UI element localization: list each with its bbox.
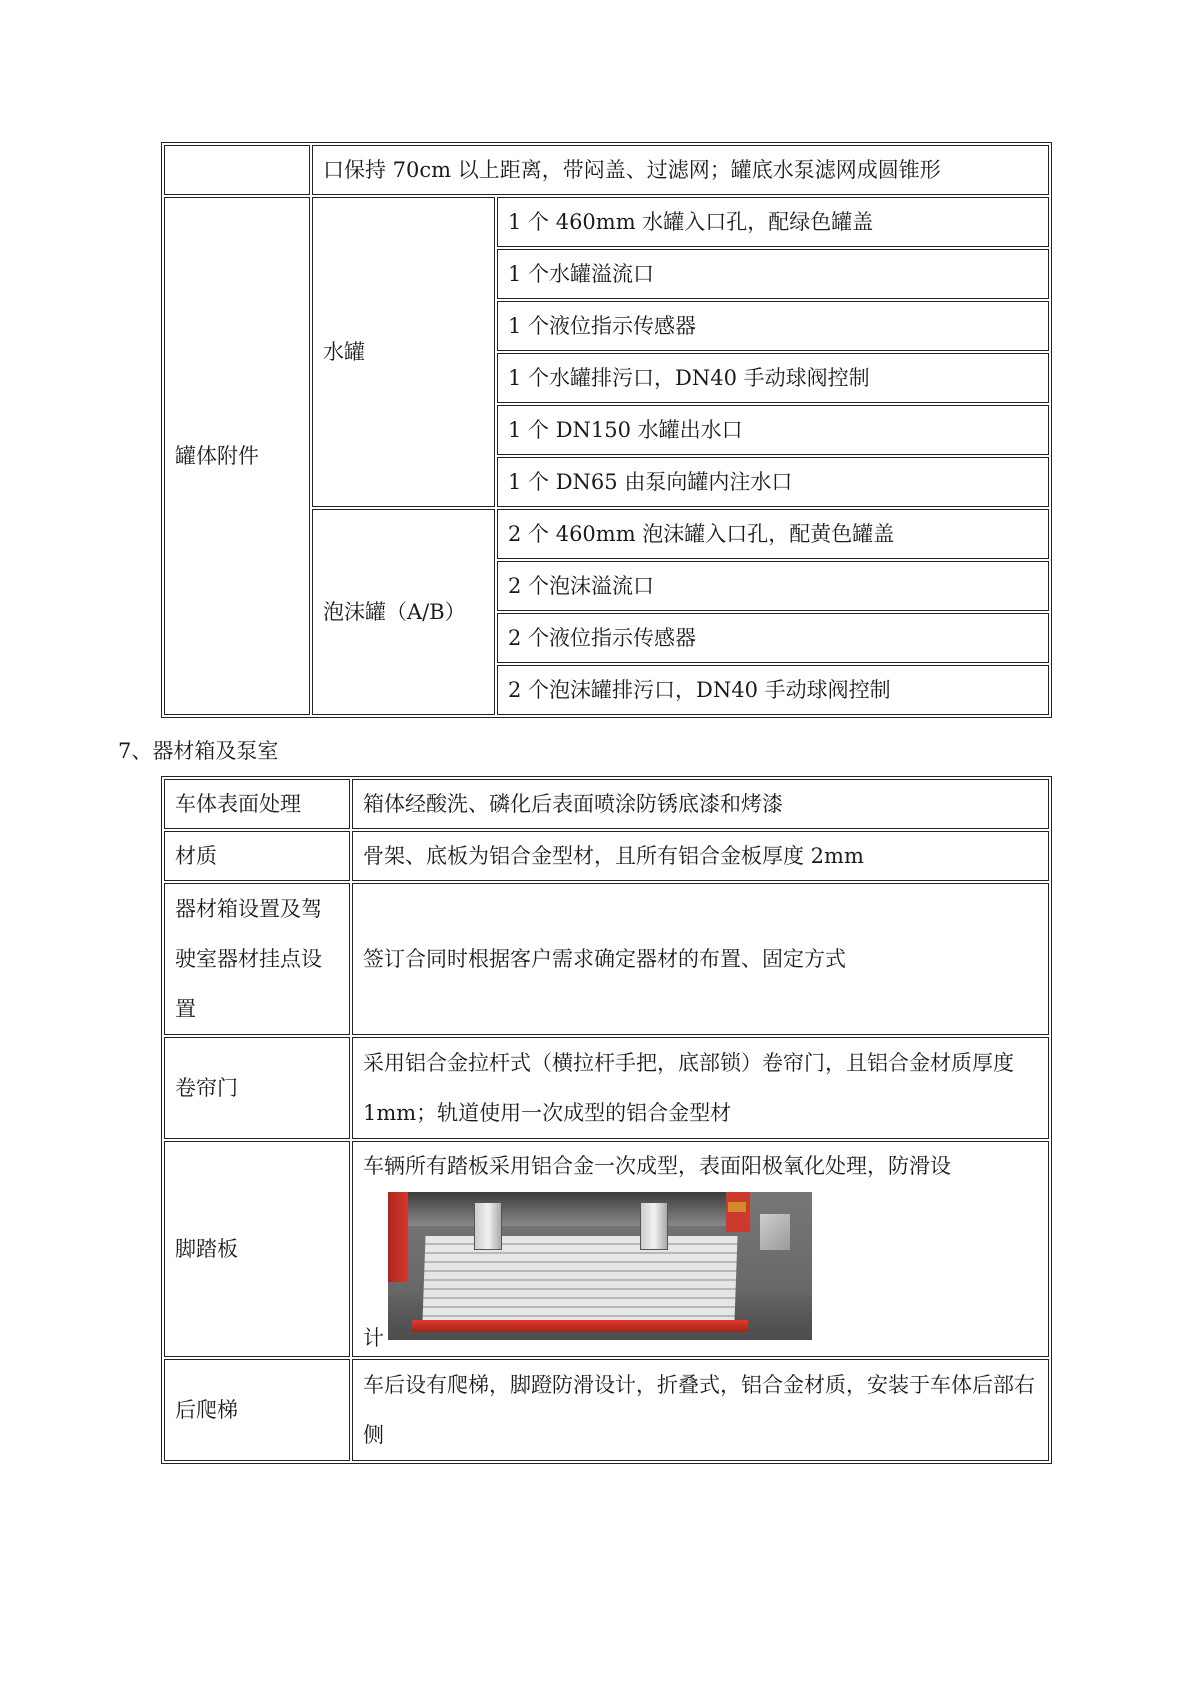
red-step-edge xyxy=(412,1320,748,1332)
row-content: 签订合同时根据客户需求确定器材的布置、固定方式 xyxy=(352,883,1049,1035)
tank-accessories-table xyxy=(161,142,1052,718)
reflector-tag xyxy=(728,1202,746,1212)
table-row xyxy=(164,779,1049,829)
row-content: 车后设有爬梯，脚蹬防滑设计，折叠式，铝合金材质，安装于车体后部右侧 xyxy=(352,1359,1049,1461)
table-row xyxy=(164,197,1049,247)
row-label: 卷帘门 xyxy=(164,1037,350,1139)
row-content: 采用铝合金拉杆式（横拉杆手把，底部锁）卷帘门，且铝合金材质厚度 1mm；轨道使用一次成型的铝合金型材 xyxy=(352,1037,1049,1139)
foam-tank-item: 2 个泡沫罐排污口，DN40 手动球阀控制 xyxy=(497,665,1049,715)
footboard-text: 车辆所有踏板采用铝合金一次成型，表面阳极氧化处理，防滑设 xyxy=(363,1154,951,1178)
footboard-text-tail: 计 xyxy=(363,1326,384,1350)
wheel-chock xyxy=(760,1214,790,1250)
row-content: 箱体经酸洗、磷化后表面喷涂防锈底漆和烤漆 xyxy=(352,779,1049,829)
water-tank-item: 1 个水罐溢流口 xyxy=(497,249,1049,299)
aluminium-step-board xyxy=(422,1236,737,1322)
truck-body-shape xyxy=(408,1192,728,1226)
row-label: 车体表面处理 xyxy=(164,779,350,829)
table-cell-text: 口保持 70cm 以上距离，带闷盖、过滤网；罐底水泵滤网成圆锥形 xyxy=(312,145,1049,195)
section-heading: 7、器材箱及泵室 xyxy=(118,739,279,763)
foam-tank-item: 2 个液位指示传感器 xyxy=(497,613,1049,663)
footboard-photo xyxy=(388,1192,812,1340)
table-cell-empty xyxy=(164,145,310,195)
row-label: 后爬梯 xyxy=(164,1359,350,1461)
footboard-content xyxy=(353,1142,1048,1356)
foam-tank-item: 2 个 460mm 泡沫罐入口孔，配黄色罐盖 xyxy=(497,509,1049,559)
hinge-bracket xyxy=(474,1202,502,1250)
row-content xyxy=(352,1141,1049,1357)
row-label: 脚踏板 xyxy=(164,1141,350,1357)
table-row xyxy=(164,1141,1049,1357)
truck-red-panel xyxy=(388,1192,408,1282)
truck-red-panel xyxy=(726,1192,750,1232)
row-content: 骨架、底板为铝合金型材，且所有铝合金板厚度 2mm xyxy=(352,831,1049,881)
water-tank-item: 1 个 DN65 由泵向罐内注水口 xyxy=(497,457,1049,507)
water-tank-item: 1 个水罐排污口，DN40 手动球阀控制 xyxy=(497,353,1049,403)
row-label: 器材箱设置及驾驶室器材挂点设置 xyxy=(164,883,350,1035)
water-tank-item: 1 个 DN150 水罐出水口 xyxy=(497,405,1049,455)
table-row xyxy=(164,145,1049,195)
water-tank-label: 水罐 xyxy=(312,197,495,507)
row-label: 材质 xyxy=(164,831,350,881)
hinge-bracket xyxy=(640,1202,668,1250)
water-tank-item: 1 个液位指示传感器 xyxy=(497,301,1049,351)
table-row xyxy=(164,1037,1049,1139)
table-row xyxy=(164,831,1049,881)
foam-tank-item: 2 个泡沫溢流口 xyxy=(497,561,1049,611)
water-tank-item: 1 个 460mm 水罐入口孔，配绿色罐盖 xyxy=(497,197,1049,247)
group-label-cell: 罐体附件 xyxy=(164,197,310,715)
table-row xyxy=(164,883,1049,1035)
equipment-box-table xyxy=(161,776,1052,1464)
table-row xyxy=(164,1359,1049,1461)
foam-tank-label: 泡沫罐（A/B） xyxy=(312,509,495,715)
